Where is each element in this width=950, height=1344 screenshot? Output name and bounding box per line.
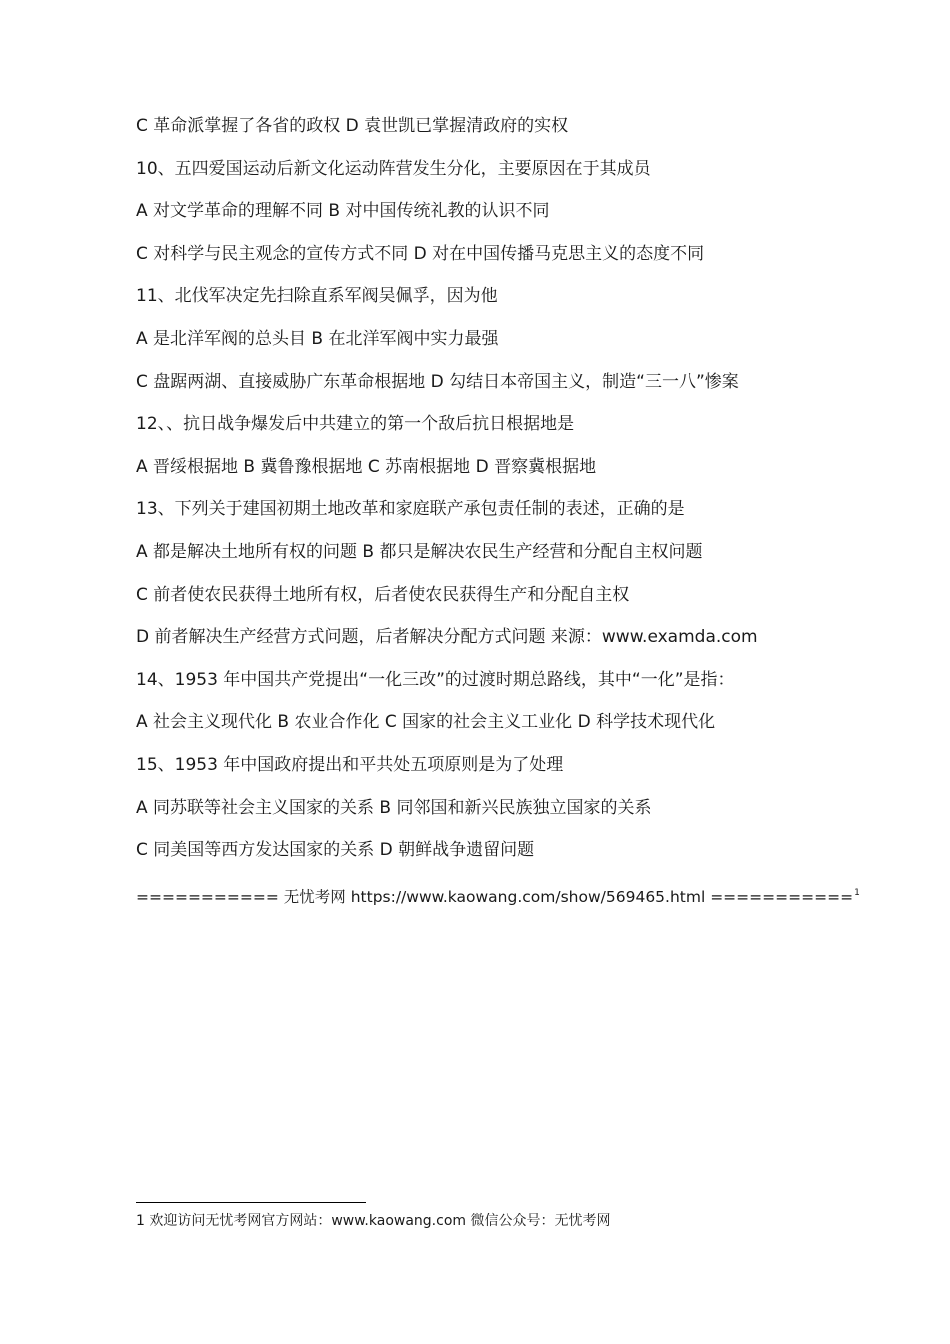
options-line: A 对文学革命的理解不同 B 对中国传统礼教的认识不同: [136, 201, 550, 222]
question-14: 14、1953 年中国共产党提出“一化三改”的过渡时期总路线，其中“一化”是指：: [136, 669, 735, 690]
options-line: A 同苏联等社会主义国家的关系 B 同邻国和新兴民族独立国家的关系: [136, 797, 652, 818]
options-line: A 晋绥根据地 B 冀鲁豫根据地 C 苏南根据地 D 晋察冀根据地: [136, 456, 597, 477]
question-10: 10、五四爱国运动后新文化运动阵营发生分化，主要原因在于其成员: [136, 158, 651, 179]
question-11: 11、北伐军决定先扫除直系军阀吴佩孚，因为他: [136, 286, 498, 307]
footnote-reference: 1: [854, 887, 860, 898]
footnote: 1 欢迎访问无忧考网官方网站：www.kaowang.com 微信公众号：无忧考网: [136, 1213, 611, 1229]
question-15: 15、1953 年中国政府提出和平共处五项原则是为了处理: [136, 754, 564, 775]
options-line: C 盘踞两湖、直接威胁广东革命根据地 D 勾结日本帝国主义，制造“三一八”惨案: [136, 371, 739, 392]
options-line: C 同美国等西方发达国家的关系 D 朝鲜战争遗留问题: [136, 840, 535, 861]
options-line: A 是北洋军阀的总头目 B 在北洋军阀中实力最强: [136, 328, 499, 349]
footnote-divider: [136, 1202, 366, 1203]
options-line: A 都是解决土地所有权的问题 B 都只是解决农民生产经营和分配自主权问题: [136, 541, 703, 562]
question-13: 13、下列关于建国初期土地改革和家庭联产承包责任制的表述，正确的是: [136, 499, 685, 520]
options-line: A 社会主义现代化 B 农业合作化 C 国家的社会主义工业化 D 科学技术现代化: [136, 712, 716, 733]
question-text-block: [136, 112, 860, 921]
text-line: C 革命派掌握了各省的政权 D 袁世凯已掌握清政府的实权: [136, 116, 569, 136]
source-url-text[interactable]: =========== 无忧考网 https://www.kaowang.com/show/569465.html ===========: [136, 887, 854, 906]
options-line: C 对科学与民主观念的宣传方式不同 D 对在中国传播马克思主义的态度不同: [136, 243, 705, 264]
options-line: D 前者解决生产经营方式问题，后者解决分配方式问题 来源：www.examda.com: [136, 627, 758, 648]
source-url-line: [136, 879, 860, 922]
options-line: C 前者使农民获得土地所有权，后者使农民获得生产和分配自主权: [136, 584, 630, 605]
question-12: 12、、抗日战争爆发后中共建立的第一个敌后抗日根据地是: [136, 414, 575, 435]
